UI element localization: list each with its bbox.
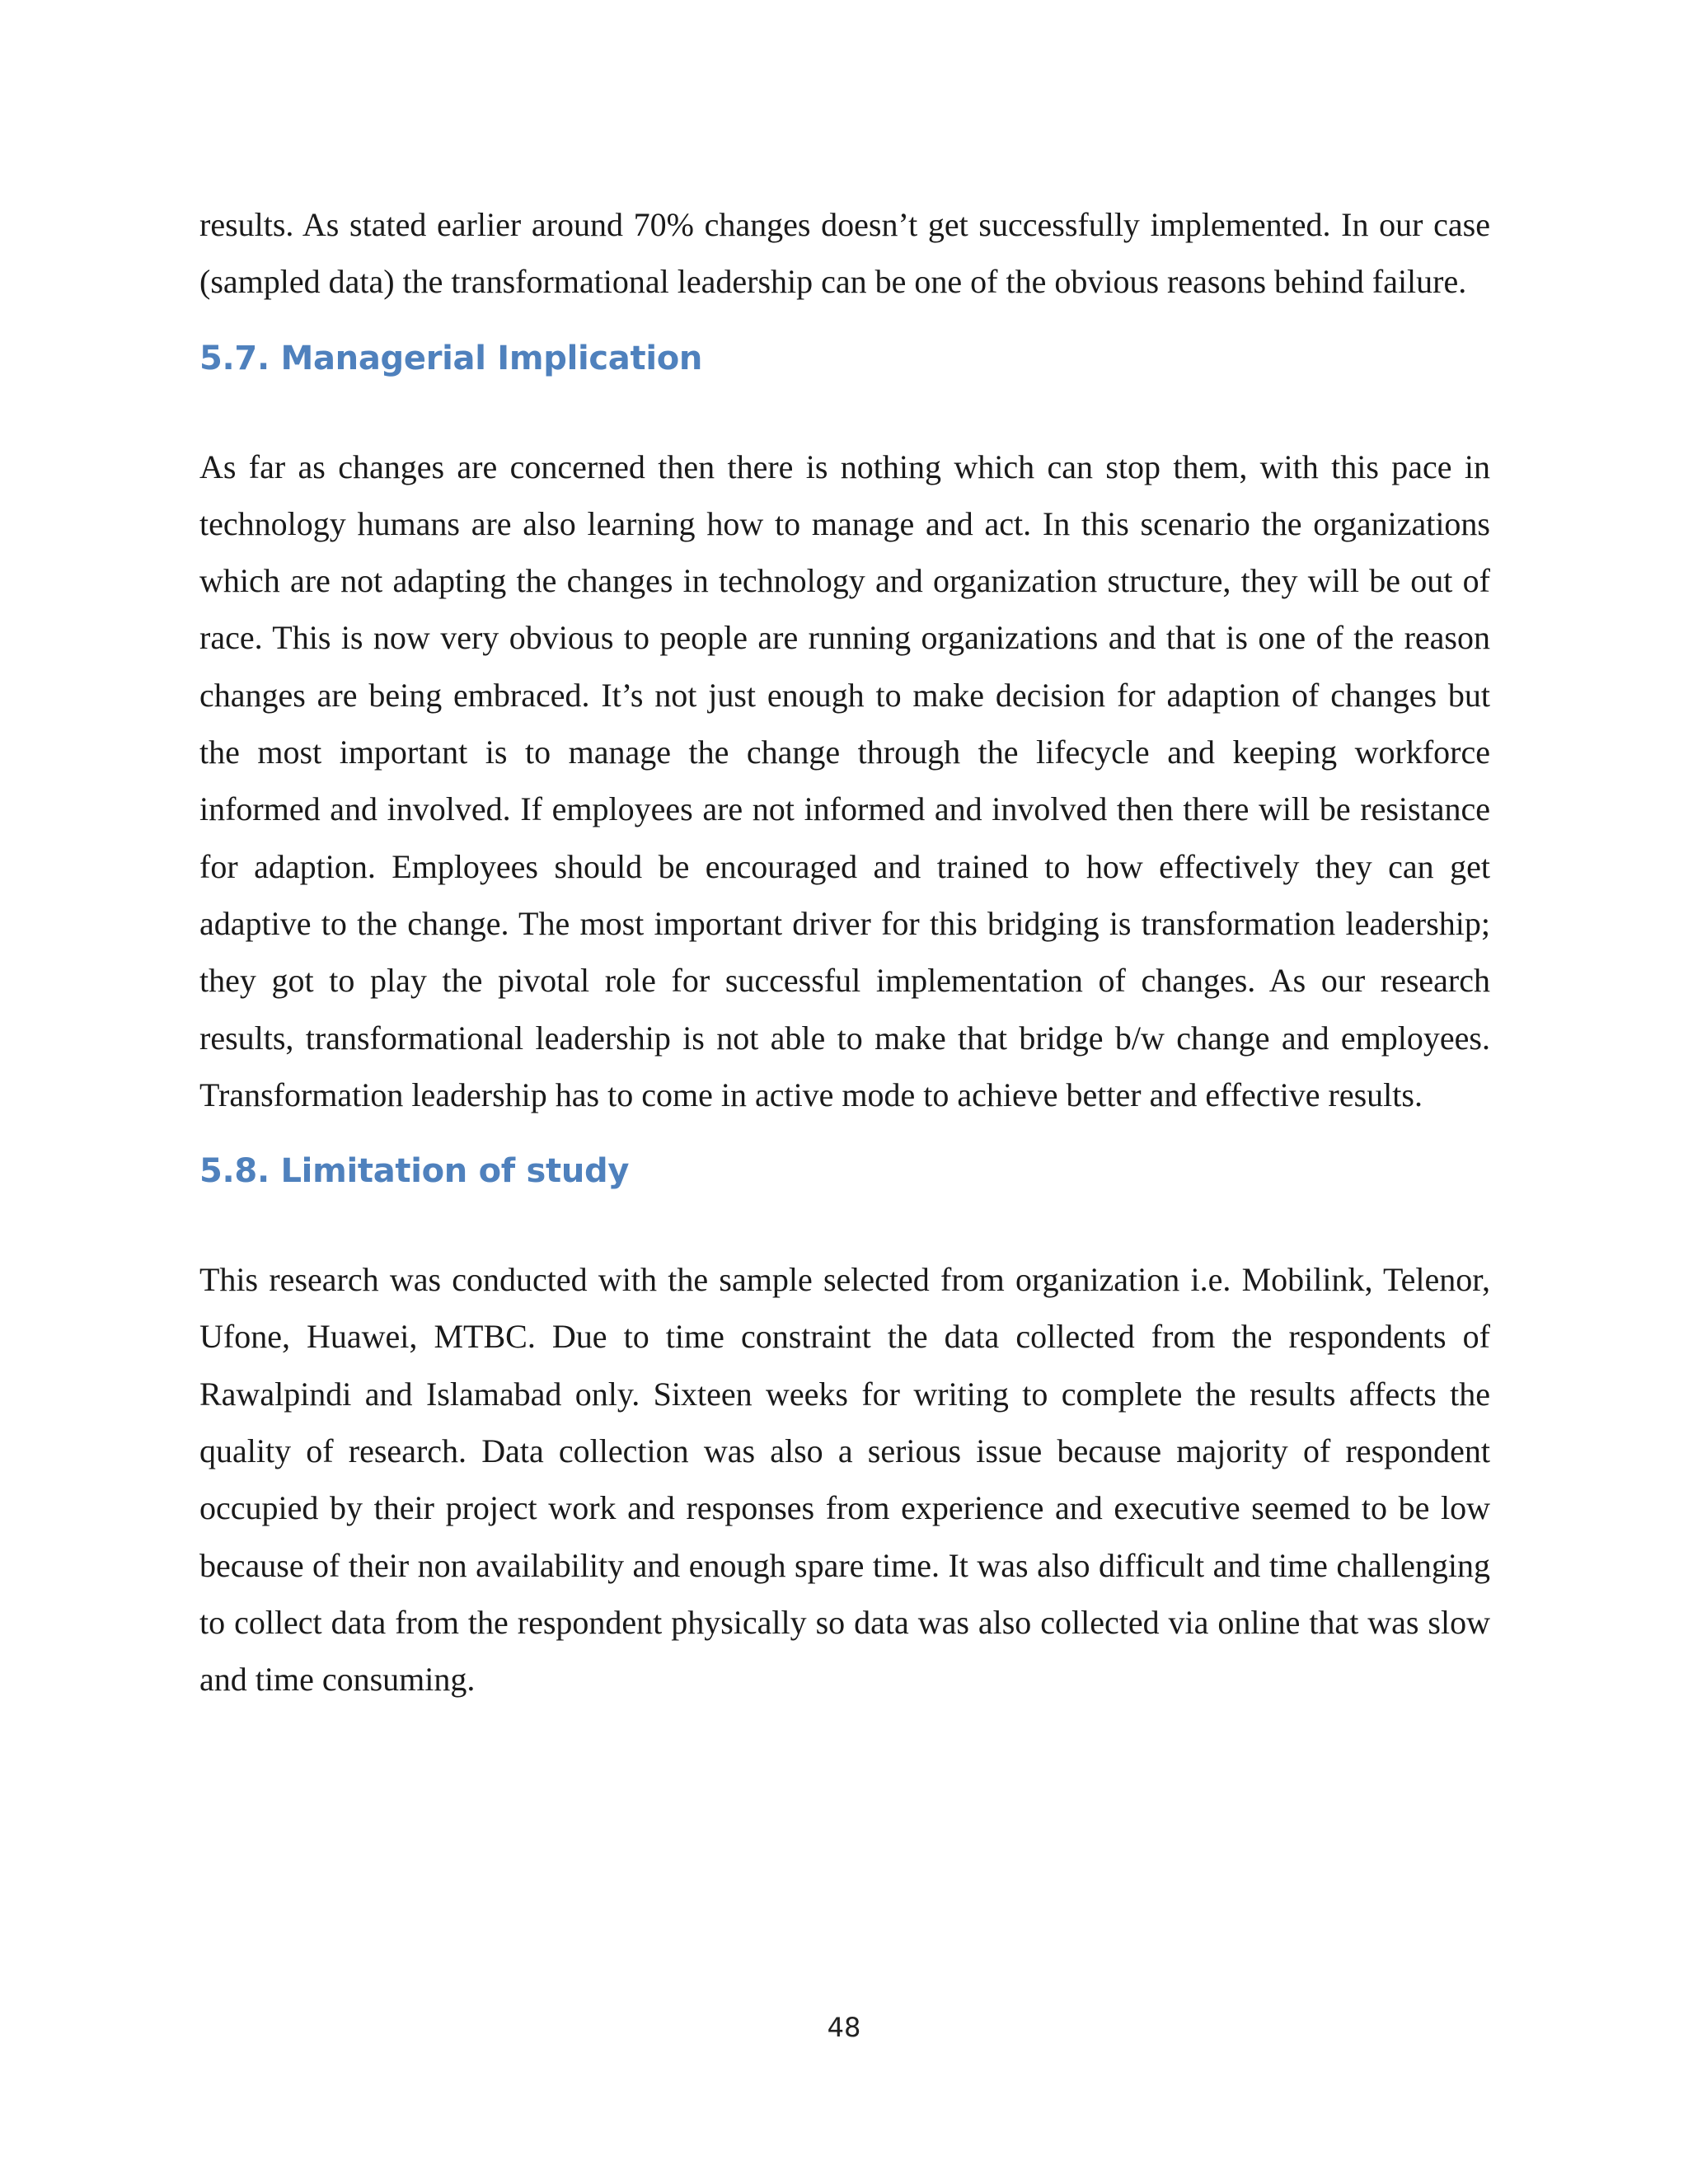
page-content xyxy=(199,196,1490,1708)
limitation-of-study-paragraph: This research was conducted with the sample selected from organization i.e. Mobilink, Telenor, Ufone, Huawei, MTBC. Due to time constraint the data collected from the respondents of Rawalpindi and Islamabad only. Sixteen weeks for writing to complete the results affects the quality of research. Data collection was also a serious issue because majority of respondent occupied by their project work and responses from experience and executive seemed to be low because of their non availability and enough spare time. It was also difficult and time challenging to collect data from the respondent physically so data was also collected via online that was slow and time consuming. xyxy=(199,1261,1490,1699)
section-heading-managerial-implication: 5.7. Managerial Implication xyxy=(199,339,703,377)
section-heading-limitation-of-study: 5.8. Limitation of study xyxy=(199,1152,630,1191)
intro-paragraph: results. As stated earlier around 70% changes doesn’t get successfully implemented. In our case (sampled data) the transformational leadership can be one of the obvious reasons behind failure. xyxy=(199,206,1490,301)
managerial-implication-paragraph: As far as changes are concerned then there is nothing which can stop them, with this pace in technology humans are also learning how to manage and act. In this scenario the organizations which are not adapting the changes in technology and organization structure, they will be out of race. This is now very obvious to people are running organizations and that is one of the reason changes are being embraced. It’s not just enough to make decision for adaption of changes but the most important is to manage the change through the lifecycle and keeping workforce informed and involved. If employees are not informed and involved then there will be resistance for adaption. Employees should be encouraged and trained to how effectively they can get adaptive to the change. The most important driver for this bridging is transformation leadership; they got to play the pivotal role for successful implementation of changes. As our research results, transformational leadership is not able to make that bridge b/w change and employees. Transformation leadership has to come in active mode to achieve better and effective results. xyxy=(199,448,1490,1113)
page-number: 48 xyxy=(827,2012,861,2043)
